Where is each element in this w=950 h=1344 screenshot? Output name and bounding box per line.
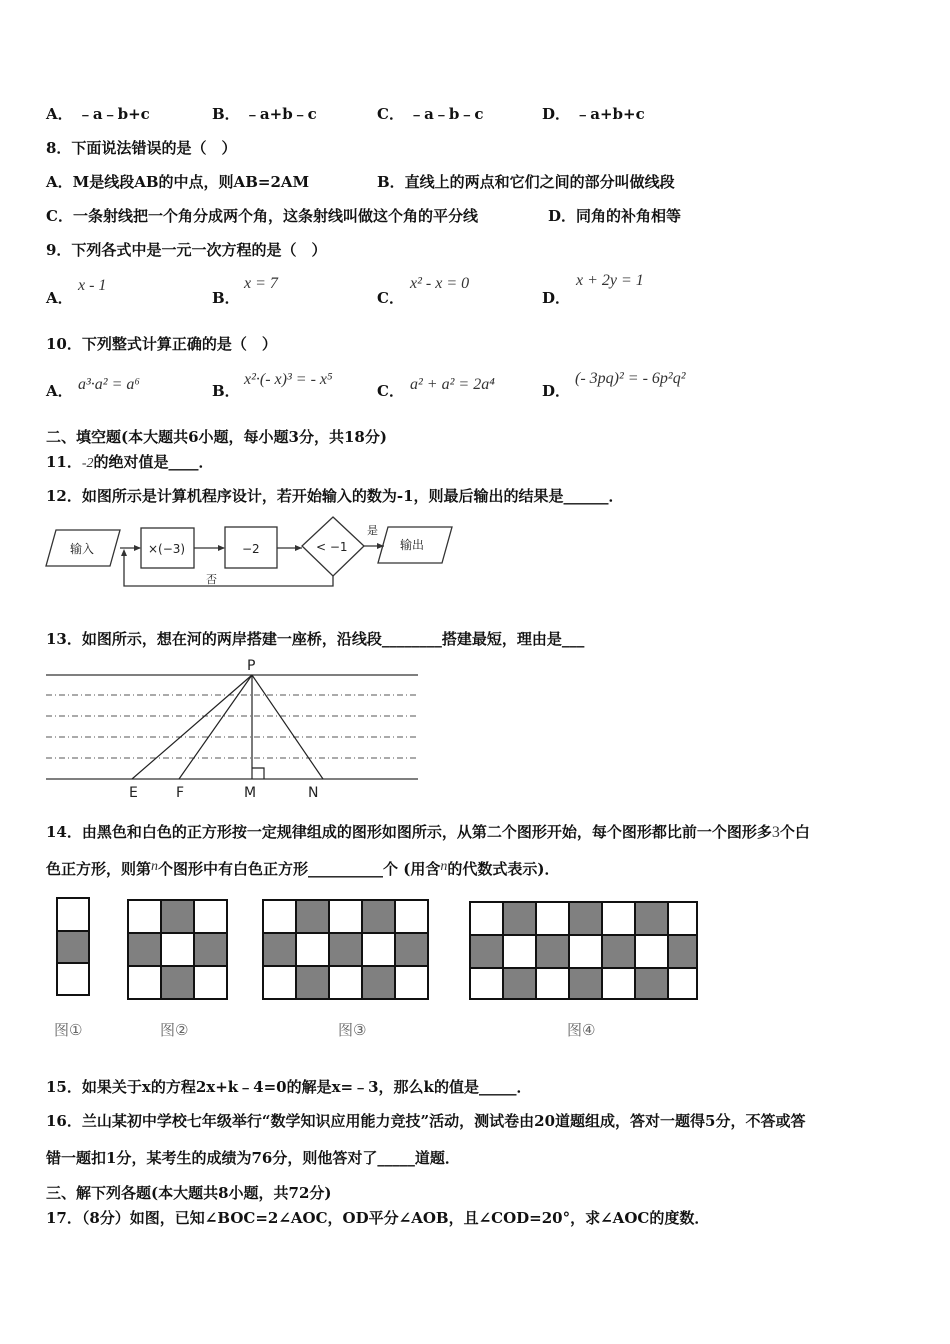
q10-option-c-expr: a² + a² = 2a⁴ <box>410 376 495 393</box>
pattern-figure-4 <box>470 902 697 999</box>
q14-square-patterns <box>50 894 710 1004</box>
q10-option-a-expr: a³·a² = a⁶ <box>78 376 140 393</box>
q14-line1a: 14．由黑色和白色的正方形按一定规律组成的图形如图所示，从第二个图形开始，每个图形都比前一个图形多 <box>46 823 772 841</box>
q10-option-c-label: C． <box>377 382 404 400</box>
arrowhead-icon <box>218 545 225 551</box>
q8-option-c: C．一条射线把一个角分成两个角，这条射线叫做这个角的平分线 <box>46 207 478 225</box>
q11-text <box>46 451 214 472</box>
q14-line2c: 的代数式表示)． <box>447 860 560 878</box>
right-angle-mark <box>252 768 264 779</box>
q15-text: 15．如果关于x的方程2x+k﹣4=0的解是x=﹣3，那么k的值是_____． <box>46 1078 532 1096</box>
segment-pe <box>132 675 252 779</box>
segment-pf <box>179 675 252 779</box>
point-e-label: E <box>129 785 138 801</box>
flow-output-label: 输出 <box>400 538 425 552</box>
q9-option-c-label: C． <box>377 289 404 307</box>
q16-line2: 错一题扣1分，某考生的成绩为76分，则他答对了_____道题． <box>46 1149 460 1167</box>
q7-option-d: D． ﹣a+b+c <box>542 105 645 123</box>
flow-yes-label: 是 <box>367 524 378 537</box>
q13-text: 13．如图所示，想在河的两岸搭建一座桥，沿线段________搭建最短，理由是___ <box>46 630 585 648</box>
pattern-figure-2 <box>128 900 227 999</box>
q16-line1: 16．兰山某初中学校七年级举行“数学知识应用能力竞技”活动，测试卷由20道题组成，答对一题得5分，不答或答 <box>46 1112 806 1130</box>
q7-option-b: B． ﹣a+b﹣c <box>212 105 317 123</box>
q10-stem: 10．下列整式计算正确的是（ ） <box>46 335 277 353</box>
q17-text: 17．（8分）如图，已知∠BOC=2∠AOC，OD平分∠AOB，且∠COD=20°，求∠AOC的度数． <box>46 1209 710 1227</box>
q10-option-d-label: D． <box>542 382 571 400</box>
q8-option-a: A．M是线段AB的中点，则AB=2AM <box>46 173 310 191</box>
arrowhead-icon <box>121 549 127 556</box>
q14-line1 <box>46 821 810 842</box>
point-f-label: F <box>176 785 185 801</box>
q14-line1b: 个白 <box>779 823 810 841</box>
point-m-label: M <box>244 785 257 801</box>
arrowhead-icon <box>134 545 141 551</box>
q10-option-a-label: A． <box>46 382 73 400</box>
q8-stem: 8．下面说法错误的是（ ） <box>46 139 237 157</box>
q14-num3: 3 <box>771 824 780 841</box>
section3-heading: 三、解下列各题(本大题共8小题，共72分) <box>46 1184 332 1202</box>
q14-line2b: 个图形中有白色正方形__________个 (用含 <box>158 860 441 878</box>
q7-option-c: C． ﹣a﹣b﹣c <box>377 105 484 123</box>
q13-river-diagram <box>40 654 430 804</box>
q11-expr: -2 <box>81 456 94 471</box>
q9-stem: 9．下列各式中是一元一次方程的是（ ） <box>46 241 327 259</box>
segment-pn <box>252 675 323 779</box>
q14-n1: n <box>151 859 159 874</box>
point-p-label: P <box>247 658 256 674</box>
q9-option-b-expr: x = 7 <box>244 275 278 292</box>
figure-4-caption: 图④ <box>567 1021 596 1039</box>
q10-option-d-expr: (- 3pq)² = - 6p²q² <box>575 370 686 387</box>
pattern-figure-3 <box>263 900 428 999</box>
flow-loop-line <box>124 552 333 586</box>
q14-line2a: 色正方形，则第 <box>46 860 152 878</box>
pattern-figure-1 <box>57 898 89 995</box>
q8-option-b: B．直线上的两点和它们之间的部分叫做线段 <box>377 173 675 191</box>
flow-op2-label: −2 <box>242 542 260 556</box>
flow-input-label: 输入 <box>70 542 95 556</box>
q12-flowchart <box>40 512 470 594</box>
q10-option-b-label: B． <box>212 382 240 400</box>
q8-option-d: D．同角的补角相等 <box>548 207 682 225</box>
q11-suffix: 的绝对值是____． <box>93 453 214 471</box>
q14-line2 <box>46 858 559 879</box>
q9-option-b-label: B． <box>212 289 240 307</box>
q9-option-d-label: D． <box>542 289 571 307</box>
q9-option-d-expr: x + 2y = 1 <box>576 272 644 289</box>
q9-option-a-expr: x - 1 <box>78 277 107 294</box>
flow-cond-label: < −1 <box>316 540 348 554</box>
q11-prefix: 11． <box>46 453 82 471</box>
q10-option-b-expr: x²·(- x)³ = - x⁵ <box>244 371 333 388</box>
figure-1-caption: 图① <box>54 1021 83 1039</box>
q9-option-a-label: A． <box>46 289 73 307</box>
q7-option-a: A． ﹣a﹣b+c <box>46 105 150 123</box>
figure-3-caption: 图③ <box>338 1021 367 1039</box>
section2-heading: 二、填空题(本大题共6小题，每小题3分，共18分) <box>46 428 387 446</box>
flow-no-label: 否 <box>206 573 217 586</box>
q12-text: 12．如图所示是计算机程序设计，若开始输入的数为-1，则最后输出的结果是______． <box>46 487 624 505</box>
point-n-label: N <box>308 785 319 801</box>
q9-option-c-expr: x² - x = 0 <box>410 275 470 292</box>
q14-n2: n <box>440 859 448 874</box>
flow-op1-label: ×(−3) <box>148 542 186 556</box>
arrowhead-icon <box>295 545 302 551</box>
figure-2-caption: 图② <box>160 1021 189 1039</box>
